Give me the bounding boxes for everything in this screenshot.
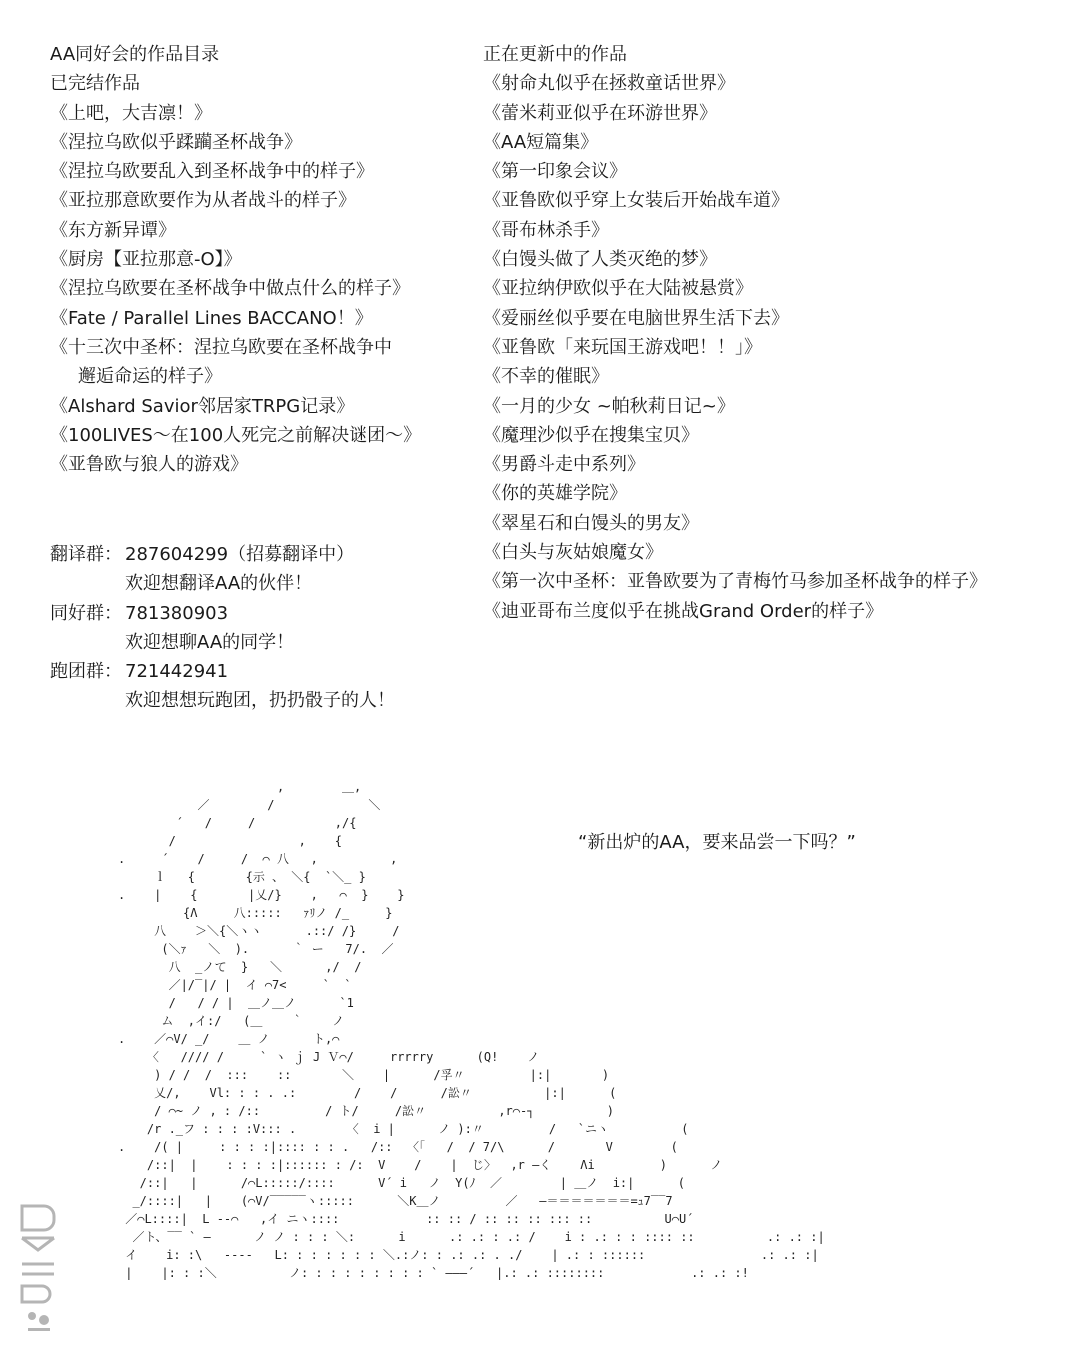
list-item: 《涅拉乌欧要乱入到圣杯战争中的样子》 xyxy=(50,161,374,183)
list-item: 《白头与灰姑娘魔女》 xyxy=(483,542,663,564)
list-item: 《一月的少女 ~帕秋莉日记~》 xyxy=(483,395,735,417)
completed-works-column xyxy=(50,40,470,479)
list-item: 《白馒头做了人类灭绝的梦》 xyxy=(483,249,717,271)
list-item: 《第一次中圣杯：亚鲁欧要为了青梅竹马参加圣杯战争的样子》 xyxy=(483,571,987,593)
list-item: 《蕾米莉亚似乎在环游世界》 xyxy=(483,102,717,124)
list-item: 《Alshard Savior邻居家TRPG记录》 xyxy=(50,395,355,417)
list-item: 《你的英雄学院》 xyxy=(483,483,627,505)
list-item: 《男爵斗走中系列》 xyxy=(483,454,645,476)
list-item: 《翠星石和白馒头的男友》 xyxy=(483,512,699,534)
list-item: 《不幸的催眠》 xyxy=(483,366,609,388)
list-item: 《涅拉乌欧似乎蹂躏圣杯战争》 xyxy=(50,131,302,153)
translate-group-number: 287604299（招募翻译中） xyxy=(125,544,355,565)
run-group-number: 721442941 xyxy=(125,661,229,683)
list-item: 《AA短篇集》 xyxy=(483,131,599,153)
fan-group-note: 欢迎想聊AA的同学！ xyxy=(125,631,295,653)
list-item-continuation: 邂逅命运的样子》 xyxy=(78,366,222,388)
fan-group-label: 同好群： xyxy=(50,602,122,624)
list-item: 《亚拉纳伊欧似乎在大陆被悬赏》 xyxy=(483,278,753,300)
list-item: 《射命丸似乎在拯救童话世界》 xyxy=(483,73,735,95)
list-item: 《迪亚哥布兰度似乎在挑战Grand Order的样子》 xyxy=(483,600,884,622)
ongoing-heading: 正在更新中的作品 xyxy=(483,44,627,65)
list-item: 《厨房【亚拉那意-O】》 xyxy=(50,249,242,271)
list-item: 《东方新异谭》 xyxy=(50,219,176,241)
list-item: 《Fate / Parallel Lines BACCANO！》 xyxy=(50,307,373,329)
translate-group-note: 欢迎想翻译AA的伙伴！ xyxy=(125,573,313,595)
list-item: 《魔理沙似乎在搜集宝贝》 xyxy=(483,424,699,446)
completed-heading: 已完结作品 xyxy=(50,73,140,95)
catalog-title: AA同好会的作品目录 xyxy=(50,44,220,65)
list-item: 《100LIVES～在100人死完之前解决谜团～》 xyxy=(50,424,422,446)
fan-group-row xyxy=(50,599,395,628)
group-info xyxy=(50,540,395,716)
list-item: 《亚拉那意欧要作为从者战斗的样子》 xyxy=(50,190,356,212)
list-item: 《亚鲁欧与狼人的游戏》 xyxy=(50,454,248,476)
ongoing-works-column xyxy=(483,40,1043,626)
list-item: 《十三次中圣杯：涅拉乌欧要在圣杯战争中 xyxy=(50,336,392,358)
translate-group-row xyxy=(50,540,395,569)
list-item: 《上吧，大吉凛！》 xyxy=(50,102,212,124)
list-item: 《涅拉乌欧要在圣杯战争中做点什么的样子》 xyxy=(50,278,410,300)
run-group-label: 跑团群： xyxy=(50,661,122,683)
list-item: 《亚鲁欧「来玩国王游戏吧！！」》 xyxy=(483,336,762,358)
ascii-art-illustration: , ＿, ／ / ＼ ´ / / ,/{ / , { . ´ / / ⌒ 八 , , ｌ { {示 、 ＼{ `＼_ } . | { |乂/} , ⌒ } } {Λ 八::::: ｧﾘノ /_ } 八 ＞＼{＼ヽヽ .::/ /} / (＼ｧ ＼ ). ｀ ー 7/. ／ 八 _ノて } ＼ ,/ / ／|/‾|/ | イ ⌒7< ` ` / / / | ＿ノ＿ノ `1 ム ,イ:/ (＿ ｀ ノ . ／⌒V/ _/ ＿ ノ ト,⌒ 〈 //// / ` ヽ ｊ J Ｖ⌒/ rrrrry (Q! ノ ) / / / ::: :: ＼ | /孚〃 |:| ) 乂/, Vl: : : . .: / / /訟〃 |:| ( / ⌒~ ノ , : /:: / ト/ /訟〃 ,r⌒‐┐ ) /r ._フ : : : :V::: . 〈 i | ノ ):〃 / `ニヽ ( . /( | : : : :|:::: : : . /:: 〈「 / / 7/\ / V ( /::| | : : : :|:::::: : /: V / | じ〉 ,r ―く Λi ) ノ /::| | /⌒L:::::/:::: V´ i ノ Y(ﾉ ／ | ＿ノ i:| ( _/::::| | (⌒V/‾‾‾‾‾ヽ::::: ＼K＿ノ ／ ―＝＝＝＝＝＝＝=ｭ7‾‾7 ／⌒L::::| L ‐‐⌒ ,イ ニヽ:::: :: :: / :: :: :: ::: :: U⌒U´ ／ト、‾‾ ` ― ノ ノ : : : ＼: i .: .: : .: / i : .: : : :::: :: .: .: :| イ i: :\ ‐‐‐‐ L: : : : : : : ＼.:ノ: : .: .: . ./ | .: : :::::: .: .: :| | |: : :＼ ノ: : : : : : : : : ` ―――´ |.: .: :::::::: .: .: :! xyxy=(118,780,825,1280)
list-item: 《第一印象会议》 xyxy=(483,161,627,183)
speech-quote: “新出炉的AA，要来品尝一下吗？” xyxy=(578,832,856,853)
run-group-note: 欢迎想想玩跑团，扔扔骰子的人！ xyxy=(125,690,395,712)
list-item: 《爱丽丝似乎要在电脑世界生活下去》 xyxy=(483,307,789,329)
fan-group-number: 781380903 xyxy=(125,602,229,624)
translate-group-label: 翻译群： xyxy=(50,544,122,565)
site-watermark-logo xyxy=(8,1198,68,1348)
run-group-row xyxy=(50,657,395,686)
list-item: 《哥布林杀手》 xyxy=(483,219,609,241)
list-item: 《亚鲁欧似乎穿上女装后开始战车道》 xyxy=(483,190,789,212)
